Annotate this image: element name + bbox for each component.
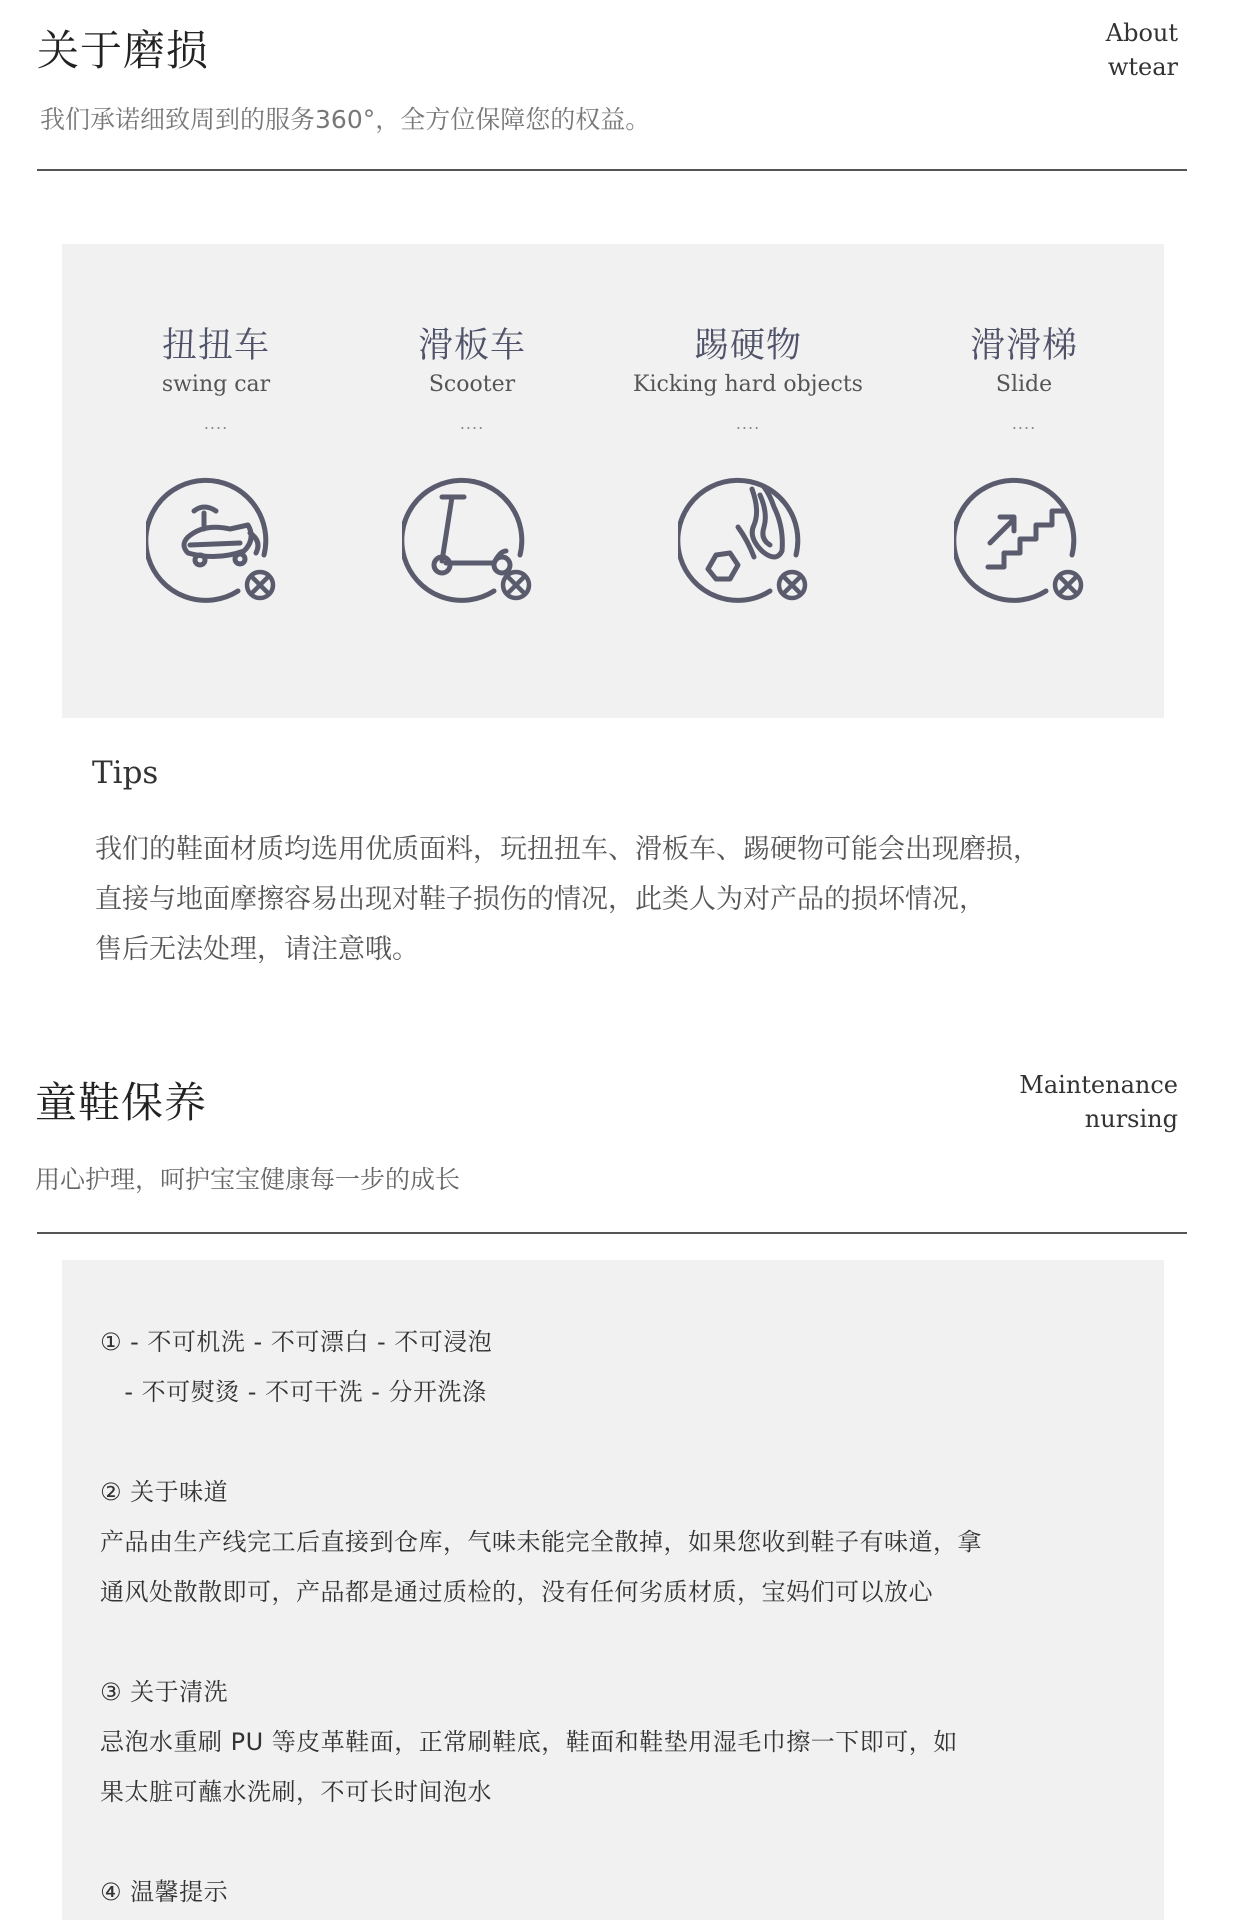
activity-en-label: Scooter xyxy=(428,372,516,397)
care-line: - 不可熨烫 - 不可干洗 - 分开洗涤 xyxy=(100,1378,487,1406)
activity-scooter xyxy=(342,324,602,607)
wear-section-title: 关于磨损 xyxy=(37,26,210,75)
care-line: 通风处散散即可，产品都是通过质检的，没有任何劣质材质，宝妈们可以放心 xyxy=(100,1578,933,1606)
swing-car-icon xyxy=(146,467,286,607)
care-line: 忌泡水重刷 PU 等皮革鞋面，正常刷鞋底，鞋面和鞋垫用湿毛巾擦一下即可，如 xyxy=(100,1728,958,1756)
care-line: ③ 关于清洗 xyxy=(100,1678,229,1706)
activity-en-label: Kicking hard objects xyxy=(633,372,863,397)
care-section-subtitle: 用心护理，呵护宝宝健康每一步的成长 xyxy=(35,1165,461,1194)
wear-en-line1: About xyxy=(1105,19,1178,47)
care-panel xyxy=(62,1260,1164,1920)
activity-dots: .... xyxy=(735,414,761,433)
activity-dots: .... xyxy=(459,414,485,433)
divider xyxy=(37,1232,1187,1234)
activity-swing-car xyxy=(86,324,346,607)
activity-cn-label: 滑板车 xyxy=(417,326,526,366)
activity-en-label: swing car xyxy=(161,372,271,397)
slide-icon xyxy=(954,467,1094,607)
kicking-icon xyxy=(678,467,818,607)
tips-line: 我们的鞋面材质均选用优质面料，玩扭扭车、滑板车、踢硬物可能会出现磨损， xyxy=(95,834,1040,865)
activity-dots: .... xyxy=(1011,414,1037,433)
tips-line: 直接与地面摩擦容易出现对鞋子损伤的情况，此类人为对产品的损坏情况， xyxy=(95,884,986,915)
wear-en-line2: wtear xyxy=(1107,53,1178,81)
activity-panel xyxy=(62,244,1164,718)
activity-cn-label: 扭扭车 xyxy=(161,326,270,366)
care-section-english-title xyxy=(1019,1068,1178,1136)
care-section-title: 童鞋保养 xyxy=(35,1078,208,1127)
care-line: ② 关于味道 xyxy=(100,1478,229,1506)
wear-section-english-title xyxy=(1106,16,1178,84)
activity-cn-label: 滑滑梯 xyxy=(969,326,1078,366)
tips-line: 售后无法处理，请注意哦。 xyxy=(95,934,419,965)
activity-dots: .... xyxy=(203,414,229,433)
care-line: ① - 不可机洗 - 不可漂白 - 不可浸泡 xyxy=(100,1328,493,1356)
care-line: ④ 温馨提示 xyxy=(100,1878,229,1906)
divider xyxy=(37,169,1187,171)
care-en-line2: nursing xyxy=(1084,1105,1178,1133)
care-line: 产品由生产线完工后直接到仓库，气味未能完全散掉，如果您收到鞋子有味道，拿 xyxy=(100,1528,982,1556)
activity-en-label: Slide xyxy=(995,372,1053,397)
scooter-icon xyxy=(402,467,542,607)
care-en-line1: Maintenance xyxy=(1019,1071,1178,1099)
wear-section-subtitle: 我们承诺细致周到的服务360°，全方位保障您的权益。 xyxy=(40,105,651,134)
activity-slide xyxy=(894,324,1154,607)
activity-cn-label: 踢硬物 xyxy=(693,326,802,366)
activity-kicking xyxy=(618,324,878,607)
tips-heading: Tips xyxy=(92,755,159,791)
care-line: 果太脏可蘸水洗刷，不可长时间泡水 xyxy=(100,1778,492,1806)
